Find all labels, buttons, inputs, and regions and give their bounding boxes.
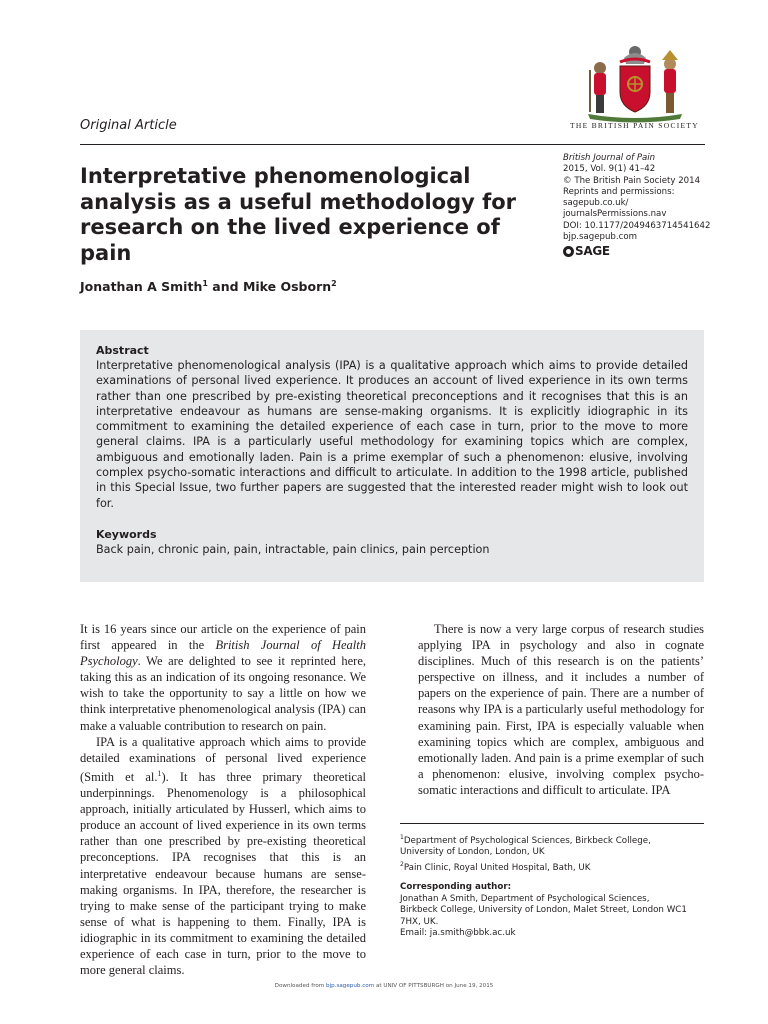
abstract-heading: Abstract	[96, 344, 149, 357]
affiliations	[400, 832, 720, 875]
corresponding-author-line-1: Jonathan A Smith, Department of Psychological Sciences,	[400, 893, 650, 904]
corresponding-author	[400, 882, 720, 940]
british-pain-society-crest-logo	[560, 40, 710, 124]
affiliation-1	[400, 832, 720, 847]
sage-logo	[563, 244, 610, 258]
reprints-url-2[interactable]: journalsPermissions.nav	[563, 209, 667, 220]
body-paragraph-1	[80, 621, 366, 734]
journal-site[interactable]: bjp.sagepub.com	[563, 232, 637, 243]
paragraph-1-text-a: It is 16 years since our article on the experience of pain first appeared in the	[80, 622, 366, 653]
body-paragraph-2	[80, 734, 366, 979]
abstract-box	[80, 330, 704, 582]
journal-copyright: © The British Pain Society 2014	[563, 175, 701, 186]
title-line-1: Interpretative phenomenological	[80, 164, 471, 188]
sage-wordmark: SAGE	[575, 244, 610, 258]
body-column-left	[80, 621, 366, 978]
author-1: Jonathan A Smith	[80, 279, 203, 295]
crest-right-supporter	[662, 50, 678, 113]
authors	[80, 279, 337, 294]
download-notice-suffix: at UNIV OF PITTSBURGH on June 19, 2015	[374, 983, 494, 989]
society-name: THE BRITISH PAIN SOCIETY	[569, 121, 700, 130]
corresponding-author-email[interactable]: Email: ja.smith@bbk.ac.uk	[400, 928, 516, 939]
author-2: Mike Osborn	[242, 279, 332, 295]
header-rule	[80, 144, 705, 145]
author-conjunction: and	[207, 279, 243, 295]
title-line-3: research on the lived experience of pain	[80, 215, 500, 265]
reprints-label: Reprints and permissions:	[563, 186, 675, 197]
paragraph-2-text-b: ). It has three primary theoretical underpinnings. Phenomenology is a philosophical approach, initially articulated by Husserl, which aims to produce an account of lived experience in its own terms rather than one prescribed by pre-existing theoretical preconceptions. IPA recognises that this is an interpretative endeavour because humans are sense-making organisms. In IPA, therefore, the researcher is trying to make sense of the participant trying to make sense of what is happening to them. Finally, IPA is idiographic in its commitment to examining the detailed experience of each case in turn, prior to the move to more general claims.	[80, 770, 366, 978]
download-notice	[0, 983, 768, 989]
crest-left-supporter	[590, 62, 606, 113]
paragraph-2-text-a: IPA is a qualitative approach which aims to provide detailed examinations of personal lived experience (Smith et al.	[80, 734, 366, 784]
crest-shield	[620, 66, 650, 112]
author-2-affil: 2	[331, 279, 337, 288]
affiliation-2	[400, 859, 720, 874]
corresponding-author-line-3: 7HX, UK.	[400, 916, 439, 927]
affiliation-2-line-1: Pain Clinic, Royal United Hospital, Bath, UK	[403, 862, 591, 873]
reference-superscript[interactable]: 1	[157, 768, 162, 778]
author-1-affil: 1	[202, 279, 208, 288]
affiliation-1-marker: 1	[400, 834, 404, 841]
affiliation-2-marker: 2	[400, 861, 404, 869]
body-column-right	[418, 621, 704, 798]
download-notice-prefix: Downloaded from	[274, 983, 327, 989]
cited-journal-name: British Journal of Health Psychology	[80, 638, 366, 669]
title-line-2: analysis as a useful methodology for	[80, 189, 517, 214]
journal-info	[563, 153, 713, 243]
doi[interactable]: DOI: 10.1177/2049463714541642	[563, 220, 711, 231]
footnote-rule	[400, 823, 704, 824]
keywords-heading: Keywords	[96, 527, 157, 541]
affiliation-1-line-1: Department of Psychological Sciences, Birkbeck College,	[403, 835, 651, 846]
corresponding-author-line-2: Birkbeck College, University of London, Malet Street, London WC1	[400, 905, 687, 916]
corresponding-author-label: Corresponding author:	[400, 882, 512, 892]
article-type: Original Article	[80, 118, 177, 133]
article-title	[80, 164, 540, 266]
journal-name: British Journal of Pain	[563, 153, 656, 163]
keywords-text: Back pain, chronic pain, pain, intractable, pain clinics, pain perception	[96, 542, 490, 556]
body-paragraph-3: There is now a very large corpus of research studies applying IPA in psychology and also in cognate disciplines. Much of this research is on the patients’ perspective on illness, and it includes a number of papers on the experience of pain. There are a number of reasons why IPA is a particularly useful methodology for examining pain. First, IPA is especially valuable when examining topics which are complex, ambiguous and emotionally laden. And pain is a prime exemplar of such a phenomenon: elusive, involving complex psycho-somatic interactions and difficult to articulate. IPA	[418, 622, 704, 797]
journal-volume: 2015, Vol. 9(1) 41–42	[563, 164, 656, 175]
abstract-text: Interpretative phenomenological analysis (IPA) is a qualitative approach which aims to provide detailed examinations of personal lived experience. It produces an account of lived experience in its own terms rather than one prescribed by pre-existing theoretical preconceptions and it recognises that this is an interpretative endeavour as humans are sense-making organisms. It is explicitly idiographic in its commitment to examining the detailed experience of each case in turn, prior to the move to more general claims. IPA is a particularly useful methodology for examining topics which are complex, ambiguous and emotionally laden. Pain is a prime exemplar of such a phenomenon: elusive, involving complex psycho-somatic interactions and difficult to articulate. In addition to the 1998 article, published in this Special Issue, two further papers are suggested that the interested reader might wish to look out for.	[96, 359, 688, 510]
affiliation-1-cont: University of London, London, UK	[400, 847, 545, 858]
sage-mark-icon	[563, 246, 574, 257]
download-link[interactable]: bjp.sagepub.com	[326, 983, 375, 989]
paragraph-1-text-b: . We are delighted to see it reprinted here, taking this as an indication of its ongoing resonance. We wish to take the opportunity to say a little on how we think interpretative phenomenological analysis (IPA) can make a valuable contribution to research on pain.	[80, 654, 366, 733]
crest-helmet	[620, 46, 650, 64]
reprints-url-1[interactable]: sagepub.co.uk/	[563, 198, 629, 209]
